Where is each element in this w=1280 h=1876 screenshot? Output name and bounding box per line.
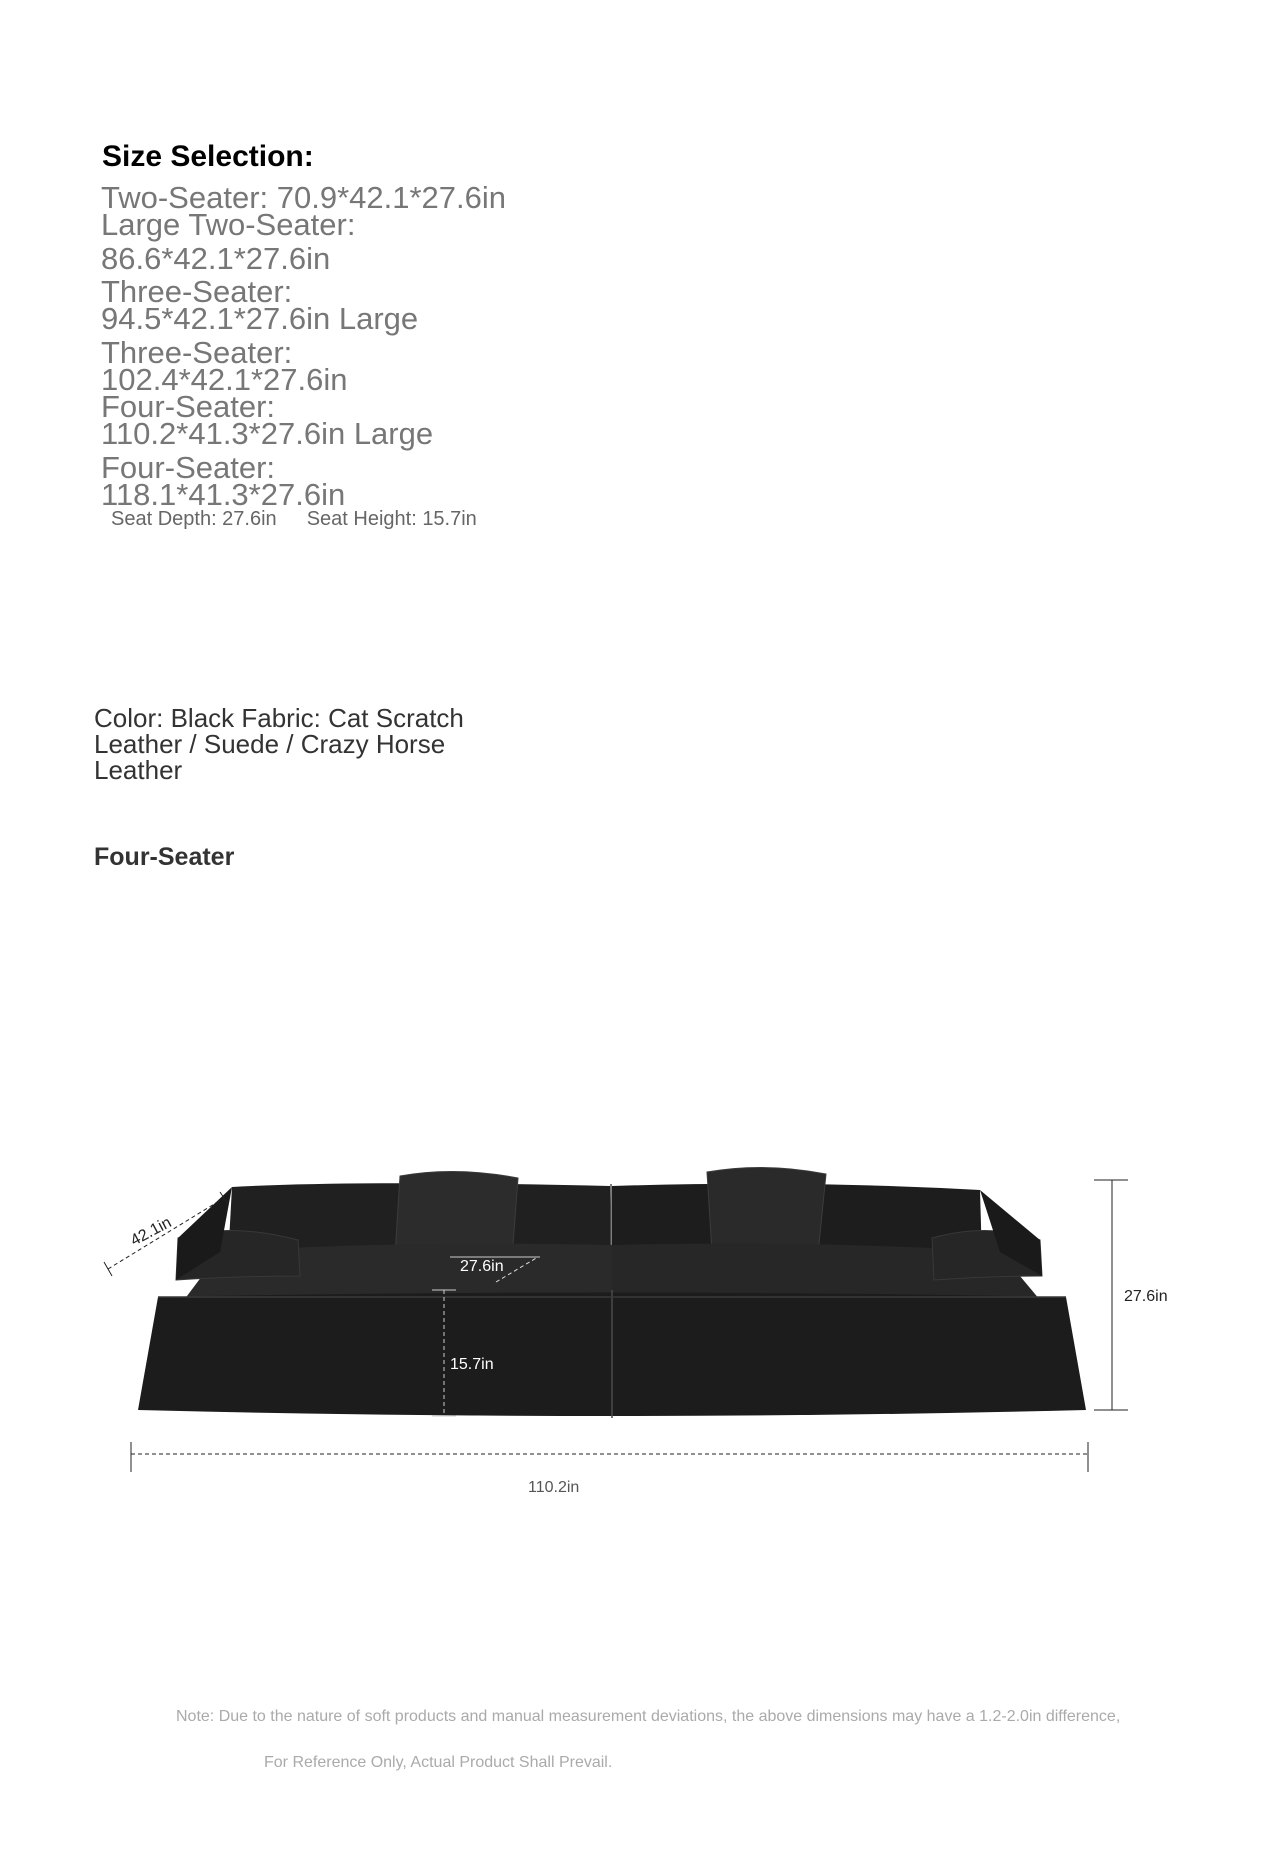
color-fabric-line: Color: Black Fabric: Cat Scratch bbox=[94, 703, 464, 733]
seat-height-label: 15.7in bbox=[450, 1356, 494, 1373]
seat-depth-text: Seat Depth: 27.6in bbox=[111, 508, 277, 530]
color-fabric-info bbox=[94, 705, 524, 783]
size-line: 86.6*42.1*27.6in bbox=[101, 241, 331, 276]
model-label: Four-Seater bbox=[94, 843, 235, 871]
size-line: 110.2*41.3*27.6in Large bbox=[101, 416, 434, 451]
sofa-dimension-diagram bbox=[0, 1140, 1280, 1540]
sofa-illustration bbox=[138, 1167, 1086, 1418]
height-label: 27.6in bbox=[1124, 1288, 1168, 1305]
size-line: 94.5*42.1*27.6in Large bbox=[101, 301, 419, 336]
size-selection-title: Size Selection: bbox=[102, 140, 314, 173]
size-line: Three-Seater: bbox=[101, 335, 293, 370]
note-text: For Reference Only, Actual Product Shall Prevail. bbox=[264, 1754, 613, 1771]
size-line: Three-Seater: bbox=[101, 274, 293, 309]
width-label: 110.2in bbox=[528, 1479, 580, 1496]
size-line: Two-Seater: 70.9*42.1*27.6in bbox=[101, 180, 506, 215]
size-line: Large Two-Seater: bbox=[101, 207, 356, 242]
seat-depth-label: 27.6in bbox=[460, 1258, 504, 1275]
size-line: 102.4*42.1*27.6in bbox=[101, 362, 348, 397]
note-text: Note: Due to the nature of soft products and manual measurement deviations, the above dimensions may have a 1.2-2.0in difference, bbox=[176, 1708, 1121, 1725]
depth-label: 42.1in bbox=[127, 1214, 175, 1250]
color-fabric-line: Leather bbox=[94, 755, 183, 785]
size-line: Four-Seater: bbox=[101, 450, 276, 485]
size-line: 118.1*41.3*27.6in bbox=[101, 477, 346, 512]
seat-specs bbox=[111, 508, 477, 531]
seat-height-text: Seat Height: 15.7in bbox=[306, 508, 477, 530]
size-line: Four-Seater: bbox=[101, 389, 276, 424]
color-fabric-line: Leather / Suede / Crazy Horse bbox=[94, 729, 446, 759]
size-options-list bbox=[101, 180, 541, 512]
